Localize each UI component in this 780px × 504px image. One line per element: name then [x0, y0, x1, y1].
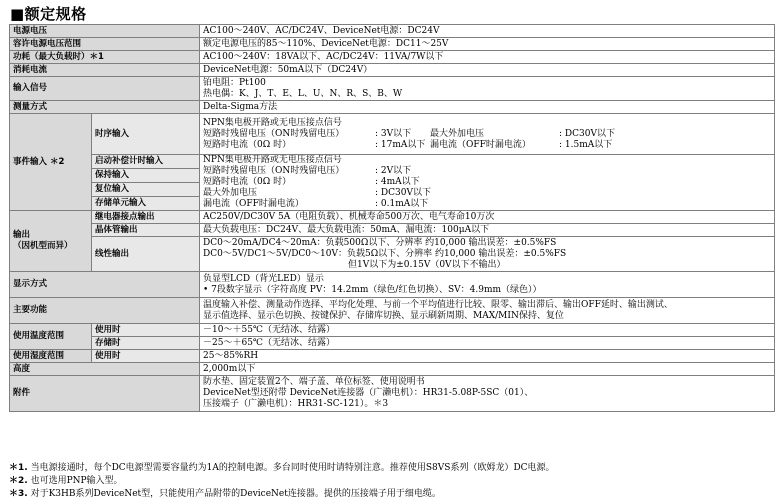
value-line: 但1V以下为±0.15V（0V以下不输出） — [348, 259, 506, 270]
value-line: 短路时电流（0Ω 时） : 4mA以下 — [203, 177, 420, 187]
row-label-event-input: 事件输入 ＊2 — [10, 114, 92, 211]
row-value: DeviceNet电源：50mA以下（DC24V） — [200, 64, 775, 77]
sub-label-timing: 时序输入 — [92, 114, 200, 155]
value-line: • 7段数字显示（字符高度 PV：14.2mm（绿色/红色切换）、SV：4.9mm（绿色）） — [203, 284, 542, 295]
footnote: ＊2. 也可选用PNP输入型。 — [9, 476, 123, 486]
spec-row-allowed-range — [10, 38, 775, 51]
row-value: 最大负载电压：DC24V、最大负载电流：50mA、漏电流：100μA以下 — [200, 224, 775, 237]
value-line: NPN集电极开路或无电压接点信号 — [203, 155, 342, 165]
row-label: 主要功能 — [10, 298, 200, 324]
row-value — [200, 114, 775, 155]
row-label: 容许电源电压范围 — [10, 38, 200, 51]
spec-row-height — [10, 363, 775, 376]
sub-label-transistor: 晶体管输出 — [92, 224, 200, 237]
row-value: 2,000m以下 — [200, 363, 775, 376]
row-value: AC100～240V：18VA以下、AC/DC24V：11VA/7W以下 — [200, 51, 775, 64]
sub-label-start-comp: 启动补偿计时输入 — [92, 155, 200, 169]
row-label: 高度 — [10, 363, 200, 376]
value-line: DeviceNet型还附带 DeviceNet连接器（广濑电机）：HR31-5.08P-5SC（01）、 — [203, 388, 534, 398]
value-line: 短路时残留电压（ON时残留电压） : 2V以下 — [203, 166, 412, 176]
spec-row-linear-output — [10, 237, 775, 272]
row-label: 测量方式 — [10, 101, 200, 114]
value-line: 负显型LCD（背光LED）显示 — [203, 273, 324, 284]
sub-label-operating: 使用时 — [92, 324, 200, 337]
row-value — [200, 155, 775, 211]
value-line: 铂电阻：Pt100 — [203, 77, 266, 88]
row-label-ambient-temp: 使用温度范围 — [10, 324, 92, 350]
spec-row-accessories — [10, 376, 775, 412]
spec-row-current-consumption — [10, 64, 775, 77]
row-value: AC250V/DC30V 5A（电阻负载）、机械寿命500万次、电气寿命10万次 — [200, 211, 775, 224]
spec-row-measurement — [10, 101, 775, 114]
value-line: 漏电流（OFF时漏电流） : 0.1mA以下 — [203, 199, 429, 209]
row-label-humidity: 使用湿度范围 — [10, 350, 92, 363]
sub-label-operating: 使用时 — [92, 350, 200, 363]
row-label: 附件 — [10, 376, 200, 412]
value-line: DC0～20mA/DC4～20mA：负载500Ω以下、分辨率 约10,000 输出误差：±0.5%FS — [203, 237, 557, 248]
row-value — [200, 272, 775, 298]
row-value: AC100～240V、AC/DC24V、DeviceNet电源：DC24V — [200, 25, 775, 38]
value-line: 压接端子（广濑电机）：HR31-SC-121）。＊3 — [203, 399, 389, 409]
spec-row-ambient-humidity — [10, 350, 775, 363]
sub-label-hold: 保持输入 — [92, 169, 200, 183]
spec-row-display — [10, 272, 775, 298]
row-value — [200, 376, 775, 412]
row-label: 消耗电流 — [10, 64, 200, 77]
value-line: 热电偶：K、J、T、E、L、U、N、R、S、B、W — [203, 88, 403, 99]
value-line: DC0～5V/DC1～5V/DC0～10V：负载5Ω以下、分辨率 约10,000 输出误差：±0.5%FS — [203, 248, 567, 259]
row-label: 输入信号 — [10, 77, 200, 101]
value-line: NPN集电极开路或无电压接点信号 — [203, 117, 342, 128]
row-label-output: 输出 （因机型而异） — [10, 211, 92, 272]
spec-row-functions — [10, 298, 775, 324]
row-value: Delta-Sigma方法 — [200, 101, 775, 114]
row-value: －10～＋55℃（无结冰、结露） — [200, 324, 775, 337]
sub-label-linear: 线性输出 — [92, 237, 200, 272]
value-line: 温度输入补偿、测量动作选择、平均化处理、与前一个平均值进行比较、限零、输出滞后、输出OFF延时、输出测试、 — [203, 299, 673, 310]
value-line: 防水垫、固定装置2个、端子盖、单位标签、使用说明书 — [203, 377, 425, 387]
spec-row-input-signal — [10, 77, 775, 101]
row-label: 电源电压 — [10, 25, 200, 38]
spec-row-ambient-temp-op — [10, 324, 775, 337]
spec-row-start-comp — [10, 155, 775, 169]
row-value: 额定电源电压的85～110%、DeviceNet电源：DC11～25V — [200, 38, 775, 51]
footnote: ＊1. 当电源接通时，每个DC电源型需要容量约为1A的控制电源。多台同时使用时请特别注意。推荐使用S8VS系列（欧姆龙）DC电源。 — [9, 463, 555, 473]
sub-label-bank: 存储单元输入 — [92, 197, 200, 211]
row-value — [200, 298, 775, 324]
row-value — [200, 77, 775, 101]
row-value — [200, 237, 775, 272]
spec-row-relay-output — [10, 211, 775, 224]
value-line: 短路时电流（0Ω 时） : 17mA以下 漏电流（OFF时漏电流） : 1.5mA以下 — [203, 139, 613, 150]
row-value: －25～＋65℃（无结冰、结露） — [200, 337, 775, 350]
spec-row-power-consumption — [10, 51, 775, 64]
footnote: ＊3. 对于K3HB系列DeviceNet型，只能使用产品附带的DeviceNet连接器。提供的压接端子用于细电缆。 — [9, 489, 441, 499]
spec-row-transistor-output — [10, 224, 775, 237]
page-title: ■额定规格 — [10, 5, 87, 23]
spec-table — [9, 24, 775, 412]
value-line: 短路时残留电压（ON时残留电压） : 3V以下 最大外加电压 : DC30V以下 — [203, 128, 615, 139]
sub-label-reset: 复位输入 — [92, 183, 200, 197]
spec-row-ambient-temp-storage — [10, 337, 775, 350]
spec-row-power-voltage — [10, 25, 775, 38]
sub-label-relay: 继电器接点输出 — [92, 211, 200, 224]
value-line: 最大外加电压 : DC30V以下 — [203, 188, 431, 198]
footnotes — [9, 462, 555, 501]
row-label: 显示方式 — [10, 272, 200, 298]
row-value: 25～85%RH — [200, 350, 775, 363]
spec-row-timing-input — [10, 114, 775, 155]
row-label: 功耗（最大负载时）＊1 — [10, 51, 200, 64]
value-line: 显示值选择、显示色切换、按键保护、存储库切换、显示刷新周期、MAX/MIN保持、复位 — [203, 310, 564, 321]
sub-label-storage: 存储时 — [92, 337, 200, 350]
